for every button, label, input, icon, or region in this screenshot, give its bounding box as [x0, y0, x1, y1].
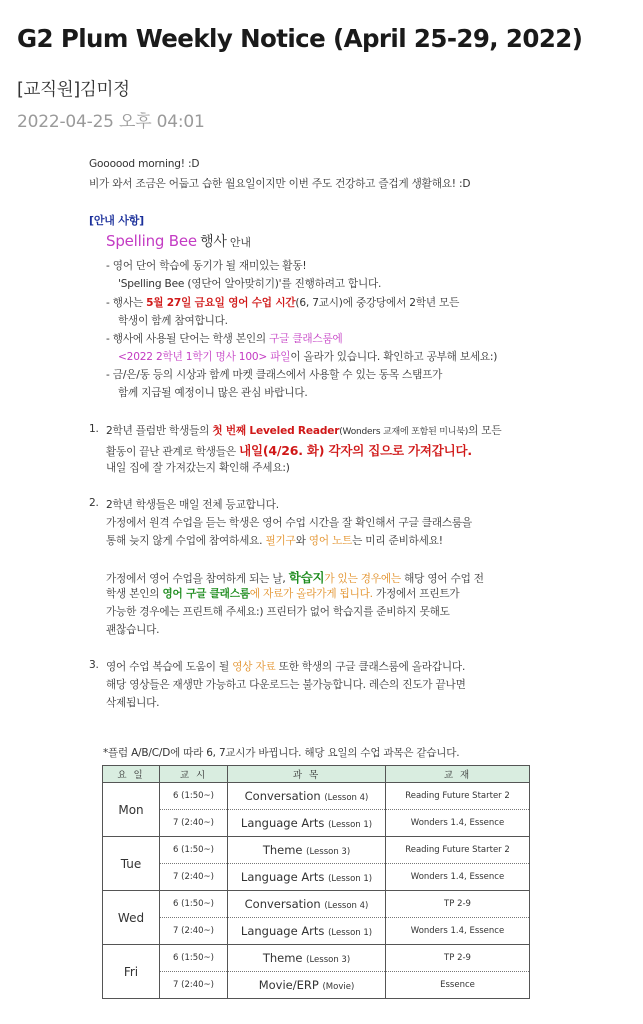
- text: 영어 수업 복습에 도움이 될: [106, 661, 233, 673]
- time-cell: 7 (2:40~): [160, 864, 228, 891]
- text: 학생 본인의: [106, 588, 163, 600]
- day-cell: Wed: [103, 891, 160, 945]
- subject-cell: [228, 918, 386, 945]
- table-row: [103, 945, 530, 972]
- lesson: (Lesson 4): [324, 793, 369, 803]
- notice-bullet: 함께 지급될 예정이니 많은 관심 바랍니다.: [118, 387, 308, 399]
- subject: Theme: [262, 951, 303, 965]
- lesson: (Lesson 1): [328, 928, 373, 938]
- lesson: (Movie): [322, 982, 355, 992]
- notice-bullet: [106, 295, 459, 310]
- highlight: 에 자료가 올라가게 됩니다.: [249, 588, 373, 600]
- notice-bullet: 'Spelling Bee (영단어 알아맞히기)'를 진행하려고 합니다.: [118, 278, 382, 290]
- item-number: 3.: [89, 659, 99, 671]
- day-cell: Tue: [103, 837, 160, 891]
- item-number: 1.: [89, 423, 99, 435]
- table-row: [103, 891, 530, 918]
- table-row: [103, 810, 530, 837]
- item3-line: 해당 영상들은 재생만 가능하고 다운로드는 불가능합니다. 레슨의 진도가 끝나면: [106, 679, 466, 691]
- item2-line: 가능한 경우에는 프린트해 주세요:) 프린터가 없어 학습지를 준비하지 못해도: [106, 606, 450, 618]
- table-header-row: [103, 766, 530, 783]
- item2-line: [106, 568, 484, 586]
- subject-cell: [228, 945, 386, 972]
- text: (6, 7교시)에 중강당에서 2학년 모든: [295, 297, 460, 309]
- subject: Conversation: [244, 789, 321, 803]
- highlight: 내일(4/26. 화) 각자의 집으로 가져갑니다.: [239, 443, 472, 458]
- subject-cell: [228, 864, 386, 891]
- event-title: [106, 231, 251, 251]
- notice-bullet: 학생이 함께 참여합니다.: [118, 315, 228, 327]
- time-cell: 6 (1:50~): [160, 837, 228, 864]
- subject: Language Arts: [240, 816, 325, 830]
- subject-cell: [228, 891, 386, 918]
- text: 활동이 끝난 관계로 학생들은: [106, 446, 240, 458]
- item1-line: 내일 집에 잘 가져갔는지 확인해 주세요:): [106, 462, 290, 474]
- highlight: 영어 구글 클래스룸: [162, 588, 250, 600]
- subject: Theme: [262, 843, 303, 857]
- text: 이 올라가 있습니다. 확인하고 공부해 보세요:): [290, 351, 498, 363]
- text: 또한 학생의 구글 클래스룸에 올라갑니다.: [275, 661, 466, 673]
- highlight: 필기구: [265, 535, 296, 547]
- highlight: 학습지: [288, 570, 325, 585]
- item1-line: [106, 423, 501, 438]
- table-row: [103, 918, 530, 945]
- item2-line: 괜찮습니다.: [106, 624, 160, 636]
- day-cell: Fri: [103, 945, 160, 999]
- lesson: (Lesson 3): [306, 847, 351, 857]
- schedule-table: [102, 765, 530, 999]
- lesson: (Lesson 4): [324, 901, 369, 911]
- text: (Wonders 교재에 포함된 미니북): [339, 427, 469, 437]
- item1-line: [106, 441, 472, 459]
- table-row: [103, 837, 530, 864]
- item2-line: [106, 533, 443, 548]
- material-cell: Essence: [386, 972, 530, 999]
- text: 통해 늦지 않게 수업에 참여하세요.: [106, 535, 266, 547]
- text: - 행사는: [106, 297, 147, 309]
- time-cell: 6 (1:50~): [160, 783, 228, 810]
- lesson: (Lesson 3): [306, 955, 351, 965]
- material-cell: TP 2-9: [386, 945, 530, 972]
- greeting-line: Goooood morning! :D: [89, 158, 200, 170]
- subject: Language Arts: [240, 924, 325, 938]
- post-author[interactable]: [교직원]김미정: [17, 80, 130, 100]
- post-title: G2 Plum Weekly Notice (April 25-29, 2022): [17, 24, 583, 53]
- event-suffix: 안내: [229, 236, 251, 249]
- material-cell: Reading Future Starter 2: [386, 783, 530, 810]
- classroom-link: 구글 클래스룸에: [269, 333, 343, 345]
- time-cell: 7 (2:40~): [160, 918, 228, 945]
- header-subject: 과 목: [228, 766, 386, 783]
- subject-cell: [228, 972, 386, 999]
- item2-line: 가정에서 원격 수업을 듣는 학생은 영어 수업 시간을 잘 확인해서 구글 클래스룸을: [106, 517, 472, 529]
- subject-cell: [228, 837, 386, 864]
- post-date: 2022-04-25 오후 04:01: [17, 112, 205, 132]
- material-cell: Wonders 1.4, Essence: [386, 918, 530, 945]
- subject: Conversation: [244, 897, 321, 911]
- subject-cell: [228, 783, 386, 810]
- subject: Language Arts: [240, 870, 325, 884]
- text: 해당 영어 수업 전: [400, 573, 484, 585]
- notice-bullet: [106, 331, 343, 346]
- text: 2학년 플럼반 학생들의: [106, 425, 213, 437]
- event-date: 5월 27일 금요일 영어 수업 시간: [146, 297, 296, 309]
- header-material: 교 재: [386, 766, 530, 783]
- lesson: (Lesson 1): [328, 874, 373, 884]
- notice-bullet: [118, 349, 497, 364]
- material-cell: TP 2-9: [386, 891, 530, 918]
- material-cell: Wonders 1.4, Essence: [386, 810, 530, 837]
- text: 는 미리 준비하세요!: [352, 535, 443, 547]
- greeting-line: 비가 와서 조금은 어둡고 습한 월요일이지만 이번 주도 건강하고 즐겁게 생활해요! :D: [89, 178, 471, 190]
- table-row: [103, 972, 530, 999]
- file-name: <2022 2학년 1학기 명사 100> 파일: [118, 351, 291, 363]
- text: 의 모든: [468, 425, 502, 437]
- item2-line: 2학년 학생들은 매일 전체 등교합니다.: [106, 499, 279, 511]
- item2-line: [106, 586, 459, 601]
- time-cell: 6 (1:50~): [160, 891, 228, 918]
- header-day: 요 일: [103, 766, 160, 783]
- item3-line: [106, 659, 465, 674]
- material-cell: Reading Future Starter 2: [386, 837, 530, 864]
- time-cell: 7 (2:40~): [160, 810, 228, 837]
- item3-line: 삭제됩니다.: [106, 697, 160, 709]
- time-cell: 7 (2:40~): [160, 972, 228, 999]
- table-row: [103, 864, 530, 891]
- text: - 행사에 사용될 단어는 학생 본인의: [106, 333, 270, 345]
- schedule-note: *플럼 A/B/C/D에 따라 6, 7교시가 바뀝니다. 해당 요일의 수업 과목은 같습니다.: [103, 747, 460, 759]
- text: 가정에서 영어 수업을 참여하게 되는 날,: [106, 573, 289, 585]
- text: 가정에서 프린트가: [372, 588, 460, 600]
- event-word: 행사: [200, 234, 227, 250]
- highlight: 첫 번째 Leveled Reader: [212, 425, 340, 437]
- event-name: Spelling Bee: [106, 232, 197, 250]
- item-number: 2.: [89, 497, 99, 509]
- subject-cell: [228, 810, 386, 837]
- highlight: 영어 노트: [308, 535, 353, 547]
- notice-heading: [안내 사항]: [89, 214, 144, 227]
- material-cell: Wonders 1.4, Essence: [386, 864, 530, 891]
- notice-bullet: - 영어 단어 학습에 동기가 될 재미있는 활동!: [106, 260, 307, 272]
- subject: Movie/ERP: [258, 978, 319, 992]
- header-period: 교 시: [160, 766, 228, 783]
- notice-bullet: - 금/은/동 등의 시상과 함께 마켓 클래스에서 사용할 수 있는 동목 스탬프가: [106, 369, 443, 381]
- lesson: (Lesson 1): [328, 820, 373, 830]
- day-cell: Mon: [103, 783, 160, 837]
- highlight: 영상 자료: [232, 661, 276, 673]
- text: 와: [295, 535, 309, 547]
- highlight: 가 있는 경우에는: [324, 573, 401, 585]
- table-row: [103, 783, 530, 810]
- time-cell: 6 (1:50~): [160, 945, 228, 972]
